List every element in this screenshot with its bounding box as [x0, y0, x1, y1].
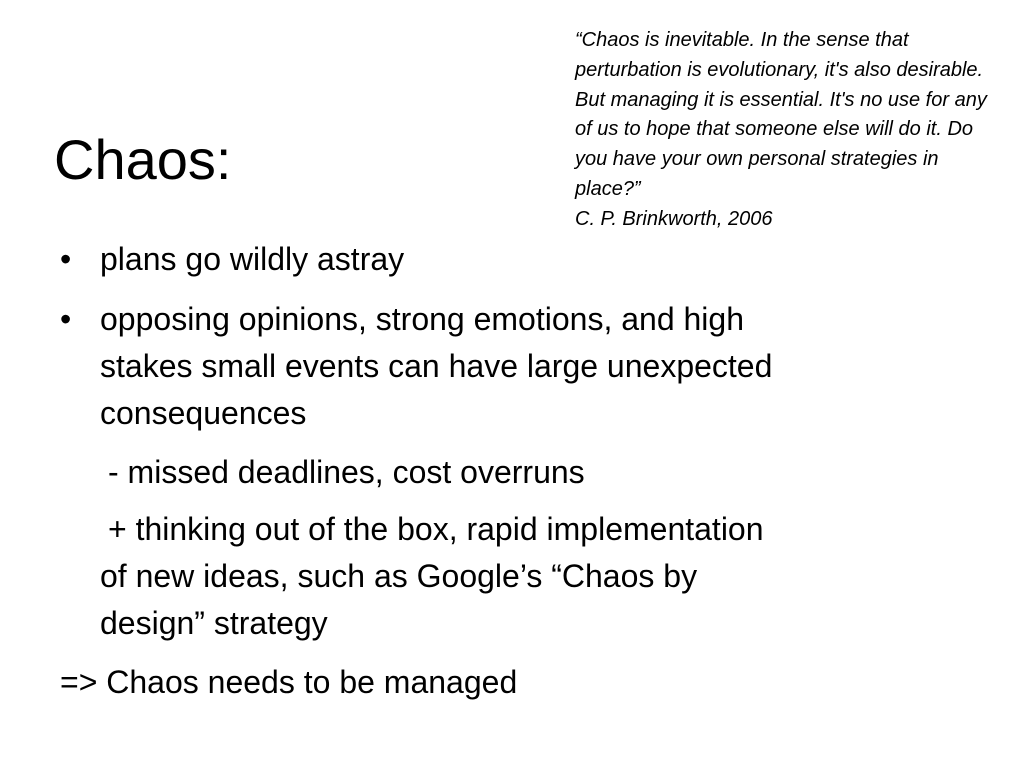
bullet-line: stakes small events can have large unexpected [100, 348, 773, 384]
bullet-marker: • [60, 241, 72, 277]
bullet-line: consequences [100, 395, 307, 431]
bullet-marker: • [60, 301, 72, 337]
slide-title: Chaos: [54, 128, 232, 191]
plus-subline: design” strategy [100, 605, 328, 641]
conclusion: => Chaos needs to be managed [60, 664, 518, 700]
minus-subline: - missed deadlines, cost overruns [108, 454, 585, 490]
quote-attribution: C. P. Brinkworth, 2006 [575, 207, 773, 230]
bullet-line: opposing opinions, strong emotions, and high [100, 301, 744, 337]
quote-block [575, 26, 1005, 235]
plus-subline: + thinking out of the box, rapid implementation [108, 511, 764, 547]
bullet-line: plans go wildly astray [100, 241, 405, 277]
quote-text: “Chaos is inevitable. In the sense that perturbation is evolutionary, it's also desirable. But managing it is essential. It's no use for any of us to hope that someone else will do it. Do you have your own personal strategies in place?” [575, 29, 987, 200]
plus-subline: of new ideas, such as Google’s “Chaos by [100, 558, 698, 594]
